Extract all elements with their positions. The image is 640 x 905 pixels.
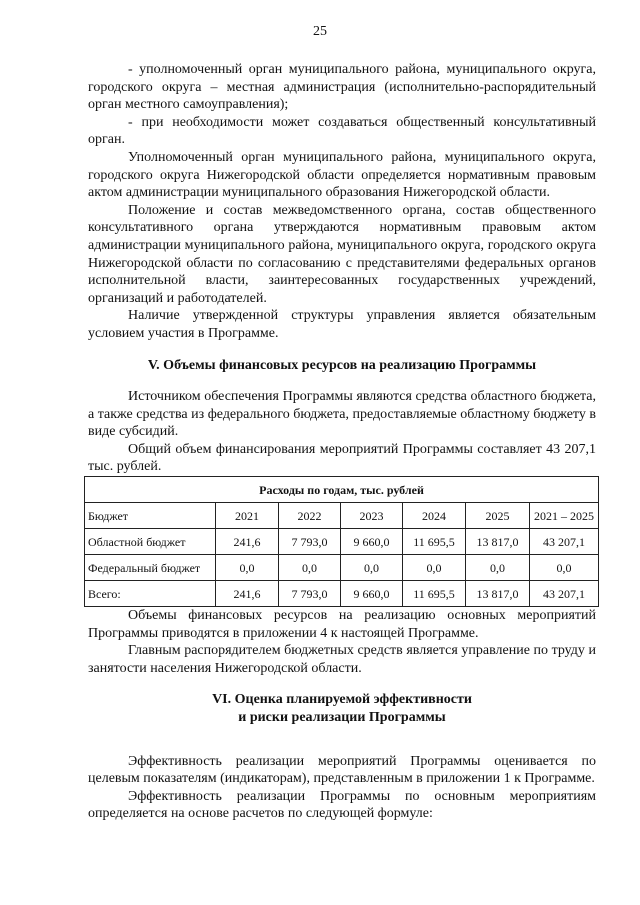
table-header-cell: 2025 [466, 503, 530, 529]
paragraph-consultative-body: - при необходимости может создаваться общественный консультативный орган. [88, 114, 596, 148]
paragraph-structure-requirement: Наличие утвержденной структуры управления является обязательным условием участия в Программе. [88, 308, 596, 341]
table-cell: 0,0 [341, 555, 403, 581]
table-cell: Федеральный бюджет [85, 555, 216, 581]
section-6-heading [88, 691, 596, 726]
paragraph-effectiveness-indicators: Эффективность реализации мероприятий Программы оценивается по целевым показателям (индикаторам), представленным в приложении 1 к Программе. [88, 753, 596, 787]
table-cell: Областной бюджет [85, 529, 216, 555]
paragraph-authorized-body: - уполномоченный орган муниципального района, муниципального округа, городского округа – местная администрация (исполнительно-распорядительный орган местного самоуправления); [88, 62, 596, 113]
table-cell: 0,0 [279, 555, 341, 581]
table-cell: 0,0 [403, 555, 466, 581]
page-content [88, 61, 596, 823]
table-row [85, 581, 599, 607]
table-header-cell: 2023 [341, 503, 403, 529]
table-cell: 13 817,0 [466, 529, 530, 555]
table-cell: 7 793,0 [279, 529, 341, 555]
table-row [85, 529, 599, 555]
paragraph-financial-resources-appendix: Объемы финансовых ресурсов на реализацию основных мероприятий Программы приводятся в приложении 4 к настоящей Программе. [88, 608, 596, 641]
table-cell: 9 660,0 [341, 581, 403, 607]
paragraph-funding-source: Источником обеспечения Программы являются средства областного бюджета, а также средства из федерального бюджета, предоставляемые областному бюджету в виде субсидий. [88, 389, 596, 440]
table-cell: 241,6 [216, 529, 279, 555]
table-cell: 13 817,0 [466, 581, 530, 607]
table-cell: 11 695,5 [403, 529, 466, 555]
table-header-cell: Бюджет [85, 503, 216, 529]
section-5-heading: V. Объемы финансовых ресурсов на реализацию Программы [147, 357, 537, 373]
paragraph-effectiveness-formula: Эффективность реализации Программы по основным мероприятиям определяется на основе расчетов по следующей формуле: [88, 788, 596, 822]
paragraph-chief-administrator: Главным распорядителем бюджетных средств является управление по труду и занятости населения Нижегородской области. [88, 643, 596, 676]
table-cell: 43 207,1 [530, 529, 599, 555]
table-header-cell: 2024 [403, 503, 466, 529]
table-cell: 7 793,0 [279, 581, 341, 607]
table-cell: 9 660,0 [341, 529, 403, 555]
table-header-cell: 2021 [216, 503, 279, 529]
section-6-heading-line1: VI. Оценка планируемой эффективности [212, 692, 472, 708]
funding-table [84, 476, 599, 607]
table-header-cell: 2022 [279, 503, 341, 529]
table-header-cell: 2021 – 2025 [530, 503, 599, 529]
table-cell: 11 695,5 [403, 581, 466, 607]
table-header-row [85, 503, 599, 529]
table-cell: 43 207,1 [530, 581, 599, 607]
table-cell: Всего: [85, 581, 216, 607]
table-row [85, 555, 599, 581]
section-6-heading-line2: и риски реализации Программы [238, 710, 446, 726]
table-cell: 0,0 [530, 555, 599, 581]
table-cell: 0,0 [466, 555, 530, 581]
page-number: 25 [313, 24, 327, 39]
paragraph-regulation-approval: Положение и состав межведомственного органа, состав общественного консультативного органа утверждаются нормативным правовым актом администрации муниципального района, муниципального округа, городского округа Нижегородской области по согласованию с представителями федеральных органов исполнительной власти, заинтересованных государственных учреждений, организаций и работодателей. [88, 202, 596, 306]
paragraph-authorized-body-definition: Уполномоченный орган муниципального района, муниципального округа, городского округа Нижегородской области определяется нормативным правовым актом администрации муниципального образования Нижегородской области. [88, 149, 596, 201]
table-cell: 0,0 [216, 555, 279, 581]
table-caption: Расходы по годам, тыс. рублей [85, 477, 599, 503]
table-cell: 241,6 [216, 581, 279, 607]
paragraph-total-funding: Общий объем финансирования мероприятий Программы составляет 43 207,1 тыс. рублей. [88, 441, 596, 475]
table-caption-row [85, 477, 599, 503]
